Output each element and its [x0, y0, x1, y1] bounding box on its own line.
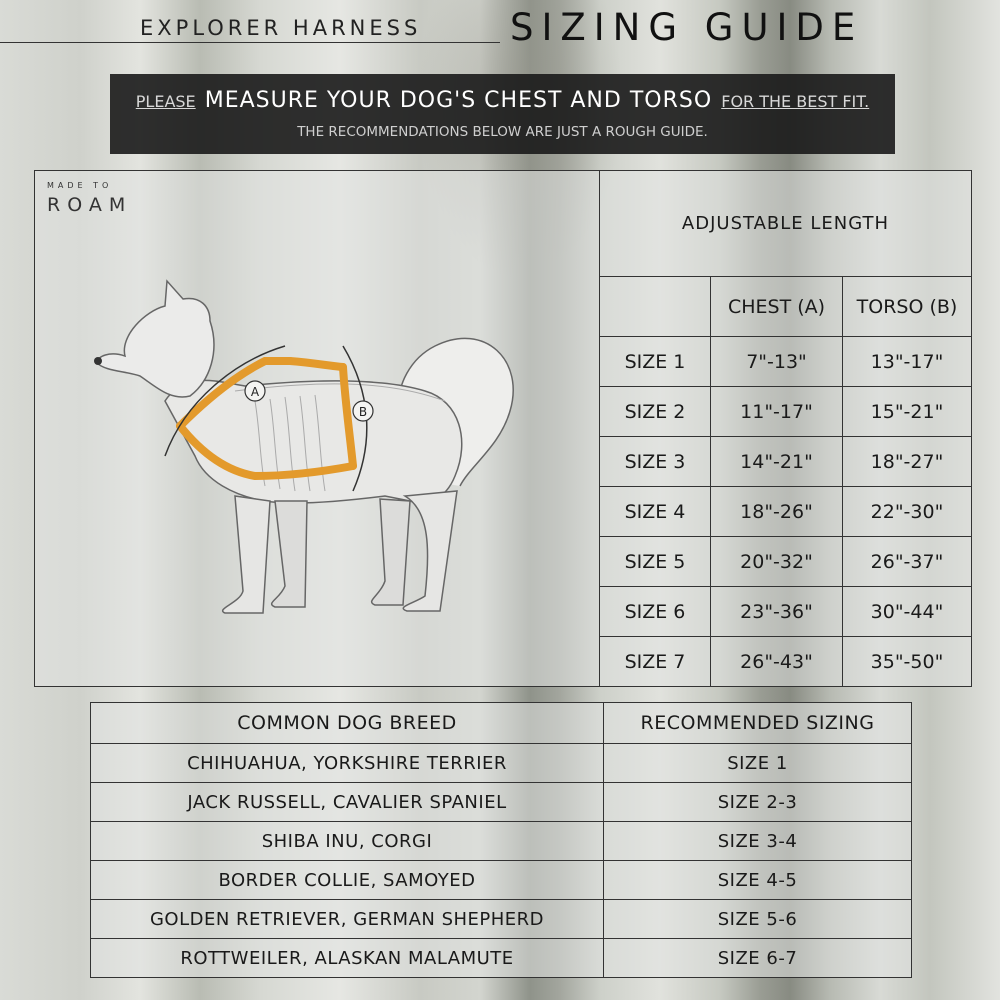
table-row [600, 387, 972, 437]
title-underline [0, 42, 500, 43]
recommended-size: SIZE 6-7 [604, 939, 912, 978]
chest-value: 20"-32" [711, 537, 843, 587]
breed-name: GOLDEN RETRIEVER, GERMAN SHEPHERD [91, 900, 604, 939]
table-row [91, 822, 912, 861]
col-torso: TORSO (B) [843, 277, 972, 337]
recommended-size: SIZE 1 [604, 744, 912, 783]
dog-front-leg-2 [272, 501, 307, 607]
breed-table-header-row [91, 703, 912, 744]
table-row [600, 537, 972, 587]
col-recommended-size: RECOMMENDED SIZING [604, 703, 912, 744]
table-row [91, 861, 912, 900]
brand-logo [47, 181, 157, 216]
size-label: SIZE 4 [600, 487, 711, 537]
chest-value: 26"-43" [711, 637, 843, 687]
chest-value: 14"-21" [711, 437, 843, 487]
banner-instruction: MEASURE YOUR DOG'S CHEST AND TORSO [204, 88, 713, 113]
table-row [600, 637, 972, 687]
col-chest: CHEST (A) [711, 277, 843, 337]
torso-value: 18"-27" [843, 437, 972, 487]
label-a: A [250, 385, 260, 399]
table-row [600, 587, 972, 637]
size-table-header [600, 171, 972, 277]
size-label: SIZE 7 [600, 637, 711, 687]
torso-value: 22"-30" [843, 487, 972, 537]
chest-value: 23"-36" [711, 587, 843, 637]
size-table-corner [600, 277, 711, 337]
torso-value: 26"-37" [843, 537, 972, 587]
banner-main-line [110, 88, 895, 113]
dog-nose [94, 357, 102, 365]
chest-value: 11"-17" [711, 387, 843, 437]
size-table-subheader-row [600, 277, 972, 337]
size-label: SIZE 2 [600, 387, 711, 437]
recommended-size: SIZE 2-3 [604, 783, 912, 822]
table-row [91, 939, 912, 978]
recommended-size: SIZE 4-5 [604, 861, 912, 900]
table-row [91, 900, 912, 939]
harness-back-strap [290, 361, 343, 367]
breed-name: ROTTWEILER, ALASKAN MALAMUTE [91, 939, 604, 978]
table-row [600, 437, 972, 487]
size-table-header-row [600, 171, 972, 277]
label-b: B [358, 405, 368, 419]
size-label: SIZE 5 [600, 537, 711, 587]
torso-value: 30"-44" [843, 587, 972, 637]
logo-wordmark: ROAM [47, 194, 133, 216]
table-row [91, 744, 912, 783]
breed-name: JACK RUSSELL, CAVALIER SPANIEL [91, 783, 604, 822]
chest-value: 7"-13" [711, 337, 843, 387]
instruction-banner [110, 74, 895, 154]
breed-table [90, 702, 912, 978]
chest-value: 18"-26" [711, 487, 843, 537]
table-row [600, 487, 972, 537]
banner-subtitle: THE RECOMMENDATIONS BELOW ARE JUST A ROUGH GUIDE. [297, 124, 708, 140]
size-table [599, 170, 972, 687]
dog-front-leg [223, 496, 270, 613]
size-label: SIZE 3 [600, 437, 711, 487]
table-row [600, 337, 972, 387]
torso-value: 35"-50" [843, 637, 972, 687]
col-breed: COMMON DOG BREED [91, 703, 604, 744]
dog-harness-illustration [85, 251, 525, 651]
title-row [0, 0, 1000, 70]
banner-please: PLEASE [135, 92, 196, 111]
dog-hind-leg-2 [372, 499, 410, 605]
breed-name: BORDER COLLIE, SAMOYED [91, 861, 604, 900]
breed-name: SHIBA INU, CORGI [91, 822, 604, 861]
banner-best-fit: FOR THE BEST FIT. [721, 92, 870, 111]
dog-diagram-panel [34, 170, 599, 687]
dog-hind-leg [403, 491, 457, 611]
page-title: SIZING GUIDE [510, 6, 864, 49]
recommended-size: SIZE 5-6 [604, 900, 912, 939]
logo-tagline: MADE TO [47, 181, 113, 190]
torso-value: 13"-17" [843, 337, 972, 387]
recommended-size: SIZE 3-4 [604, 822, 912, 861]
adjustable-length-label: ADJUSTABLE LENGTH [681, 213, 890, 234]
size-label: SIZE 1 [600, 337, 711, 387]
size-label: SIZE 6 [600, 587, 711, 637]
dog-head [97, 281, 214, 397]
torso-value: 15"-21" [843, 387, 972, 437]
product-name: EXPLORER HARNESS [140, 16, 422, 40]
breed-name: CHIHUAHUA, YORKSHIRE TERRIER [91, 744, 604, 783]
table-row [91, 783, 912, 822]
